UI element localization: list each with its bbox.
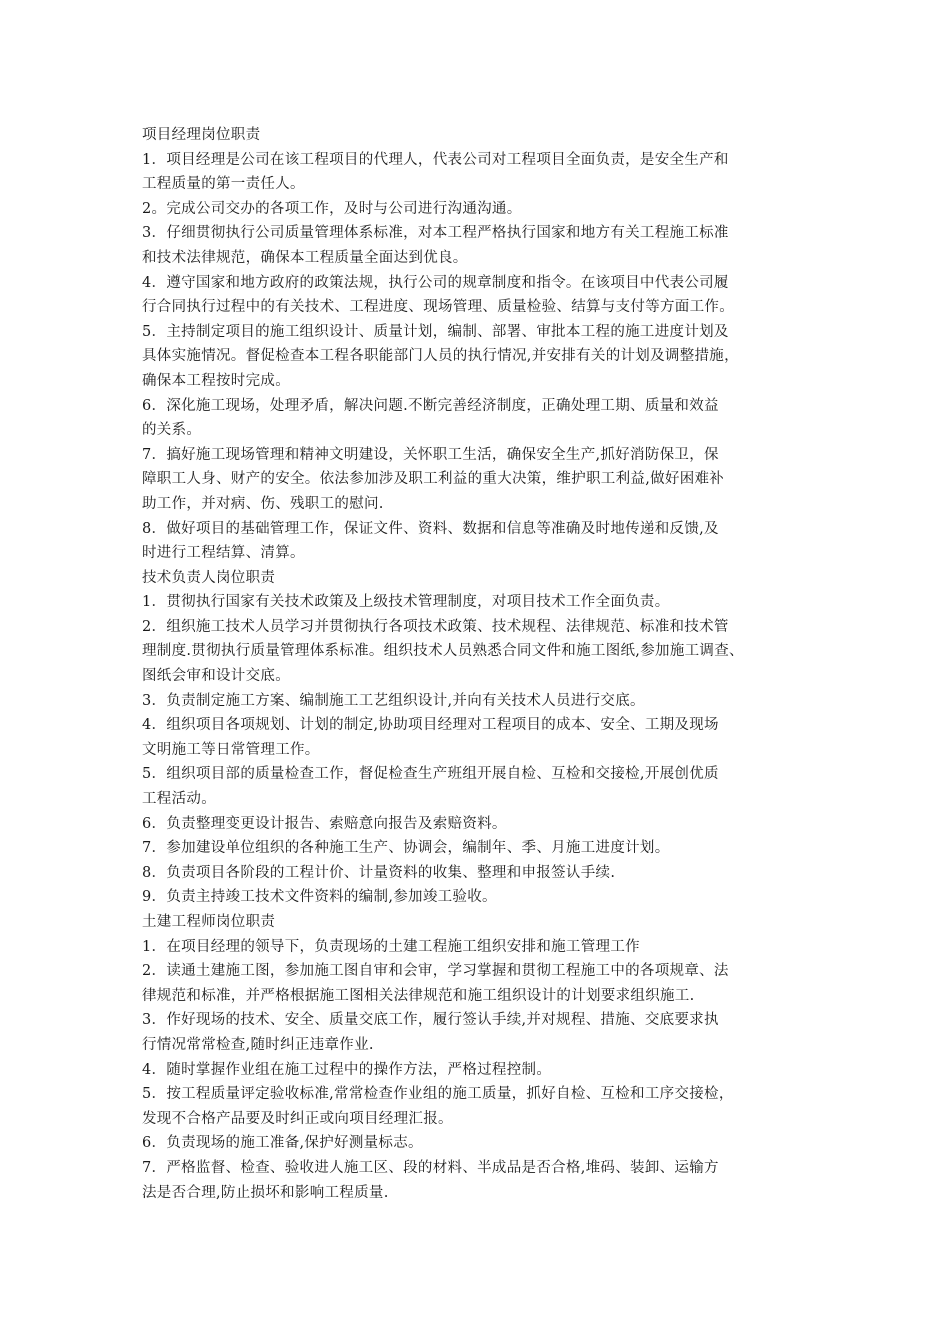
body-text-line: 的关系。 bbox=[142, 422, 202, 439]
body-text-line: 助工作，并对病、伤、残职工的慰问. bbox=[142, 495, 384, 512]
body-text-line: 障职工人身、财产的安全。依法参加涉及职工利益的重大决策，维护职工利益,做好困难补 bbox=[142, 471, 725, 488]
body-text-line: 2．读通土建施工图，参加施工图自审和会审，学习掌握和贯彻工程施工中的各项规章、法 bbox=[142, 963, 729, 980]
body-text-line: 7．参加建设单位组织的各种施工生产、协调会，编制年、季、月施工进度计划。 bbox=[142, 840, 670, 857]
body-text-line: 1．在项目经理的领导下，负责现场的土建工程施工组织安排和施工管理工作 bbox=[142, 938, 640, 955]
body-text-line: 行情况常常检查,随时纠正违章作业. bbox=[142, 1036, 374, 1053]
body-text-line: 1．项目经理是公司在该工程项目的代理人，代表公司对工程项目全面负责，是安全生产和 bbox=[142, 151, 729, 168]
body-text-line: 文明施工等日常管理工作。 bbox=[142, 741, 320, 758]
body-text-line: 发现不合格产品要及时纠正或向项目经理汇报。 bbox=[142, 1110, 453, 1127]
section-heading: 土建工程师岗位职责 bbox=[142, 914, 276, 930]
body-text-line: 6．深化施工现场，处理矛盾，解决问题.不断完善经济制度，正确处理工期、质量和效益 bbox=[142, 397, 719, 414]
body-text-line: 5．主持制定项目的施工组织设计、质量计划，编制、部署、审批本工程的施工进度计划及 bbox=[142, 323, 729, 340]
body-text-line: 律规范和标准，并严格根据施工图相关法律规范和施工组织设计的计划要求组织施工. bbox=[142, 987, 695, 1004]
body-text-line: 8．做好项目的基础管理工作，保证文件、资料、数据和信息等准确及时地传递和反馈,及 bbox=[142, 520, 719, 537]
body-text-line: 工程活动。 bbox=[142, 791, 216, 808]
body-text-line: 7．搞好施工现场管理和精神文明建设，关怀职工生活，确保安全生产,抓好消防保卫，保 bbox=[142, 446, 719, 463]
document-body bbox=[142, 123, 832, 1205]
section-heading: 项目经理岗位职责 bbox=[142, 127, 261, 143]
body-text-line: 时进行工程结算、清算。 bbox=[142, 545, 305, 562]
body-text-line: 3．仔细贯彻执行公司质量管理体系标准，对本工程严格执行国家和地方有关工程施工标准 bbox=[142, 225, 729, 242]
body-text-line: 和技术法律规范，确保本工程质量全面达到优良。 bbox=[142, 249, 468, 266]
body-text-line: 具体实施情况。督促检查本工程各职能部门人员的执行情况,并安排有关的计划及调整措施， bbox=[142, 348, 739, 365]
body-text-line: 2．组织施工技术人员学习并贯彻执行各项技术政策、技术规程、法律规范、标准和技术管 bbox=[142, 618, 729, 635]
body-text-line: 8．负责项目各阶段的工程计价、计量资料的收集、整理和申报签认手续. bbox=[142, 864, 616, 881]
body-text-line: 1．贯彻执行国家有关技术政策及上级技术管理制度，对项目技术工作全面负责。 bbox=[142, 594, 670, 611]
body-text-line: 7．严格监督、检查、验收进人施工区、段的材料、半成品是否合格,堆码、装卸、运输方 bbox=[142, 1159, 719, 1176]
body-text-line: 3．负责制定施工方案、编制施工工艺组织设计,并向有关技术人员进行交底。 bbox=[142, 692, 645, 709]
body-text-line: 5．按工程质量评定验收标准,常常检查作业组的施工质量，抓好自检、互检和工序交接检， bbox=[142, 1086, 734, 1103]
body-text-line: 理制度.贯彻执行质量管理体系标准。组织技术人员熟悉合同文件和施工图纸,参加施工调查、 bbox=[142, 643, 744, 660]
body-text-line: 确保本工程按时完成。 bbox=[142, 372, 290, 389]
body-text-line: 4．遵守国家和地方政府的政策法规，执行公司的规章制度和指令。在该项目中代表公司履 bbox=[142, 274, 729, 291]
body-text-line: 图纸会审和设计交底。 bbox=[142, 668, 290, 685]
body-text-line: 工程质量的第一责任人。 bbox=[142, 176, 305, 193]
section-heading: 技术负责人岗位职责 bbox=[142, 569, 276, 586]
body-text-line: 9．负责主持竣工技术文件资料的编制,参加竣工验收。 bbox=[142, 889, 497, 906]
body-text-line: 6．负责现场的施工准备,保护好测量标志。 bbox=[142, 1135, 423, 1152]
body-text-line: 4．随时掌握作业组在施工过程中的操作方法，严格过程控制。 bbox=[142, 1061, 552, 1078]
body-text-line: 5．组织项目部的质量检查工作，督促检查生产班组开展自检、互检和交接检,开展创优质 bbox=[142, 766, 719, 783]
body-text-line: 3．作好现场的技术、安全、质量交底工作，履行签认手续,并对规程、措施、交底要求执 bbox=[142, 1012, 719, 1029]
body-text-line: 行合同执行过程中的有关技术、工程进度、现场管理、质量检验、结算与支付等方面工作。 bbox=[142, 299, 734, 316]
body-text-line: 6．负责整理变更设计报告、索赔意向报告及索赔资料。 bbox=[142, 815, 507, 832]
body-text-line: 法是否合理,防止损坏和影响工程质量. bbox=[142, 1184, 389, 1201]
body-text-line: 2。完成公司交办的各项工作，及时与公司进行沟通沟通。 bbox=[142, 200, 522, 217]
body-text-line: 4．组织项目各项规划、计划的制定,协助项目经理对工程项目的成本、安全、工期及现场 bbox=[142, 717, 719, 734]
